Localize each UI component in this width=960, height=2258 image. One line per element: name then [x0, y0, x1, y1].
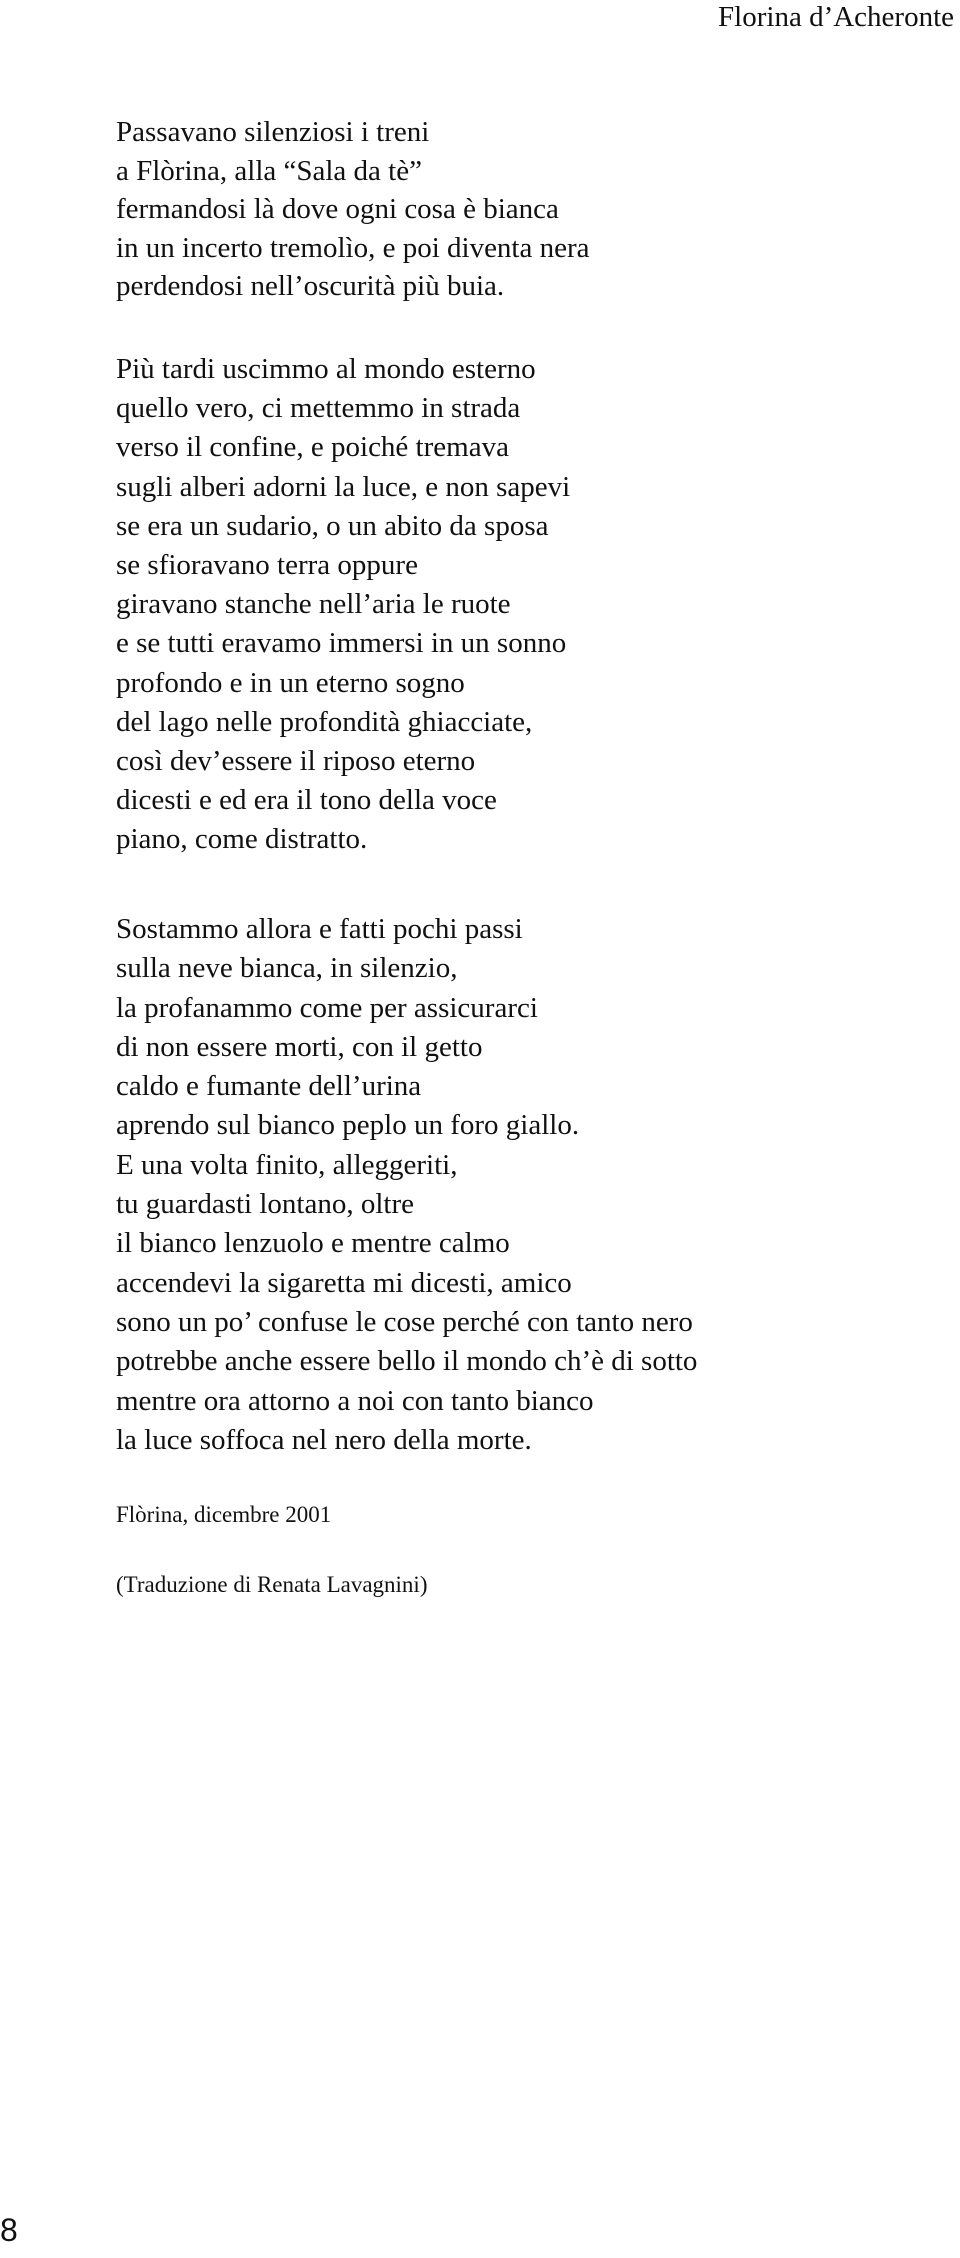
poem-line: aprendo sul bianco peplo un foro giallo.: [116, 1109, 580, 1142]
poem-line: e se tutti eravamo immersi in un sonno: [116, 627, 567, 660]
poem-line: la luce soffoca nel nero della morte.: [116, 1423, 532, 1456]
poem-line: a Flòrina, alla “Sala da tè”: [116, 154, 422, 187]
poem-line: sugli alberi adorni la luce, e non sapevi: [116, 470, 571, 503]
poem-line: fermandosi là dove ogni cosa è bianca: [116, 193, 559, 226]
translation-credit: (Traduzione di Renata Lavagnini): [116, 1572, 428, 1597]
poem-line: quello vero, ci mettemmo in strada: [116, 392, 521, 425]
poem-line: in un incerto tremolìo, e poi diventa nera: [116, 231, 590, 264]
poem-line: di non essere morti, con il getto: [116, 1030, 483, 1063]
poem-line: piano, come distratto.: [116, 823, 368, 856]
poem-line: Sostammo allora e fatti pochi passi: [116, 913, 523, 945]
poem-line: Passavano silenziosi i treni: [116, 116, 430, 148]
running-title: Florina d’Acheronte: [718, 1, 954, 33]
stanza-2: [116, 350, 570, 860]
poem-line: accendevi la sigaretta mi dicesti, amico: [116, 1266, 572, 1299]
poem-line: verso il confine, e poiché tremava: [116, 431, 509, 464]
poem-line: mentre ora attorno a noi con tanto bianco: [116, 1384, 594, 1417]
poem-line: sulla neve bianca, in silenzio,: [116, 952, 458, 985]
poem-line: Più tardi uscimmo al mondo esterno: [116, 353, 536, 385]
poem: [116, 113, 936, 1456]
poem-line: sono un po’ confuse le cose perché con tanto nero: [116, 1305, 693, 1338]
poem-line: E una volta finito, alleggeriti,: [116, 1148, 458, 1181]
poem-line: caldo e fumante dell’urina: [116, 1070, 422, 1103]
poem-line: giravano stanche nell’aria le ruote: [116, 588, 511, 621]
poem-line: così dev’essere il riposo eterno: [116, 745, 476, 778]
poem-line: perdendosi nell’oscurità più buia.: [116, 270, 505, 303]
poem-line: se era un sudario, o un abito da sposa: [116, 509, 549, 542]
page-number: 8: [0, 2212, 18, 2248]
poem-line: la profanammo come per assicurarci: [116, 991, 538, 1024]
poem-line: tu guardasti lontano, oltre: [116, 1188, 414, 1221]
poem-line: se sfioravano terra oppure: [116, 549, 418, 582]
poem-line: potrebbe anche essere bello il mondo ch’è di sotto: [116, 1345, 698, 1378]
poem-line: profondo e in un eterno sogno: [116, 666, 465, 699]
poem-line: del lago nelle profondità ghiacciate,: [116, 705, 533, 738]
stanza-3: [116, 910, 697, 1460]
poem-line: il bianco lenzuolo e mentre calmo: [116, 1227, 510, 1260]
poem-line: dicesti e ed era il tono della voce: [116, 784, 497, 817]
stanza-1: [116, 113, 936, 306]
place-date: Flòrina, dicembre 2001: [116, 1502, 332, 1527]
